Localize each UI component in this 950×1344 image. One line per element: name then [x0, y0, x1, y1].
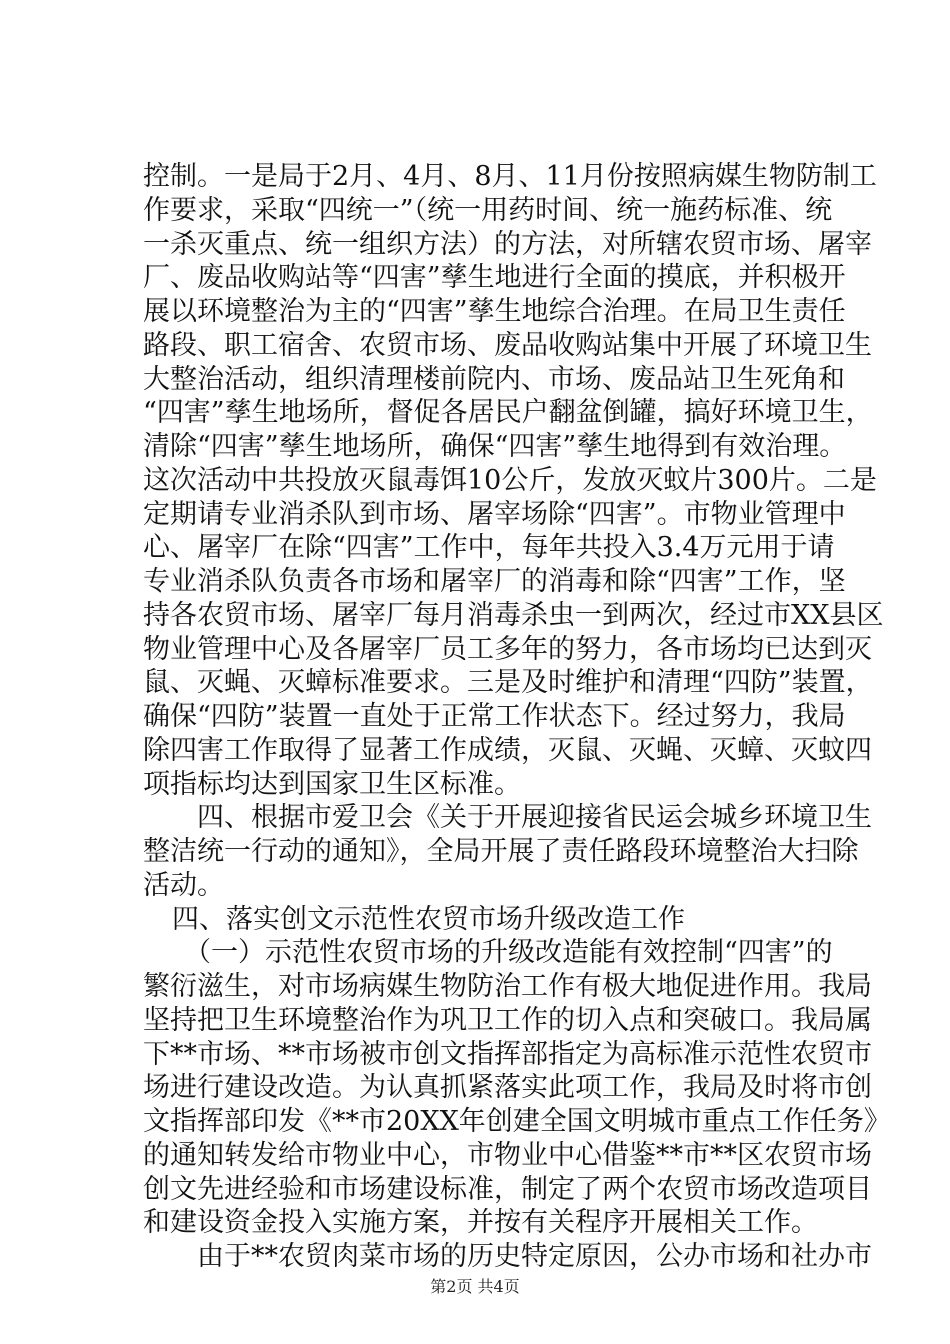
text-line: “四害”孳生地场所，督促各居民户翻盆倒罐，搞好环境卫生，	[143, 397, 873, 429]
text-line: 文指挥部印发《**市20XX年创建全国文明城市重点工作任务》	[143, 1106, 891, 1137]
text-line: 控制。一是局于2月、4月、8月、11月份按照病媒生物防制工	[143, 161, 877, 192]
text-line: 整洁统一行动的通知》，全局开展了责任路段环境整治大扫除	[143, 836, 859, 867]
text-line: 除四害工作取得了显著工作成绩，灭鼠、灭蝇、灭蟑、灭蚊四	[143, 734, 872, 766]
text-line: 这次活动中共投放灭鼠毒饵10公斤，发放灭蚊片300片。二是	[143, 464, 877, 496]
text-line: 清除“四害”孳生地场所，确保“四害”孳生地得到有效治理。	[143, 431, 847, 462]
paragraph-start-line: 由于**农贸肉菜市场的历史特定原因，公办市场和社办市	[197, 1241, 872, 1272]
text-line: 活动。	[143, 869, 224, 901]
text-line: 场进行建设改造。为认真抓紧落实此项工作，我局及时将市创	[143, 1072, 872, 1104]
text-line: 的通知转发给市物业中心，市物业中心借鉴**市**区农贸市场	[143, 1139, 872, 1171]
text-line: 项指标均达到国家卫生区标准。	[143, 768, 521, 800]
text-line: 和建设资金投入实施方案，并按有关程序开展相关工作。	[143, 1207, 818, 1239]
text-line: 定期请专业消杀队到市场、屠宰场除“四害”。市物业管理中	[143, 498, 846, 530]
text-line: 持各农贸市场、屠宰厂每月消毒杀虫一到两次，经过市XX县区	[143, 599, 884, 631]
text-line: 繁衍滋生，对市场病媒生物防治工作有极大地促进作用。我局	[143, 971, 872, 1002]
paragraph-start-line: 四、根据市爱卫会《关于开展迎接省民运会城乡环境卫生	[197, 802, 872, 834]
text-line: 确保“四防”装置一直处于正常工作状态下。经过努力，我局	[143, 701, 846, 732]
text-line: 路段、职工宿舍、农贸市场、废品收购站集中开展了环境卫生	[143, 329, 872, 361]
text-line: 心、屠宰厂在除“四害”工作中，每年共投入3.4万元用于请	[143, 532, 835, 564]
text-line: 下**市场、**市场被市创文指挥部指定为高标准示范性农贸市	[143, 1038, 872, 1070]
text-line: 厂、废品收购站等“四害”孳生地进行全面的摸底，并积极开	[143, 262, 846, 294]
text-line: 创文先进经验和市场建设标准，制定了两个农贸市场改造项目	[143, 1173, 872, 1205]
text-line: 一杀灭重点、统一组织方法）的方法，对所辖农贸市场、屠宰	[143, 228, 872, 260]
section-heading: 四、落实创文示范性农贸市场升级改造工作	[172, 903, 685, 935]
subsection-start-line: （一）示范性农贸市场的升级改造能有效控制“四害”的	[184, 937, 833, 969]
text-line: 坚持把卫生环境整治作为巩卫工作的切入点和突破口。我局属	[143, 1004, 872, 1036]
text-line: 作要求，采取“四统一”（统一用药时间、统一施药标准、统	[143, 194, 833, 226]
text-line: 展以环境整治为主的“四害”孳生地综合治理。在局卫生责任	[143, 296, 846, 327]
text-line: 物业管理中心及各屠宰厂员工多年的努力，各市场均已达到灭	[143, 633, 872, 665]
page-number-footer: 第2页 共4页	[430, 1277, 520, 1296]
text-line: 鼠、灭蝇、灭蟑标准要求。三是及时维护和清理“四防”装置，	[143, 667, 873, 699]
text-line: 专业消杀队负责各市场和屠宰厂的消毒和除“四害”工作，坚	[143, 566, 846, 597]
text-line: 大整治活动，组织清理楼前院内、市场、废品站卫生死角和	[143, 363, 845, 395]
